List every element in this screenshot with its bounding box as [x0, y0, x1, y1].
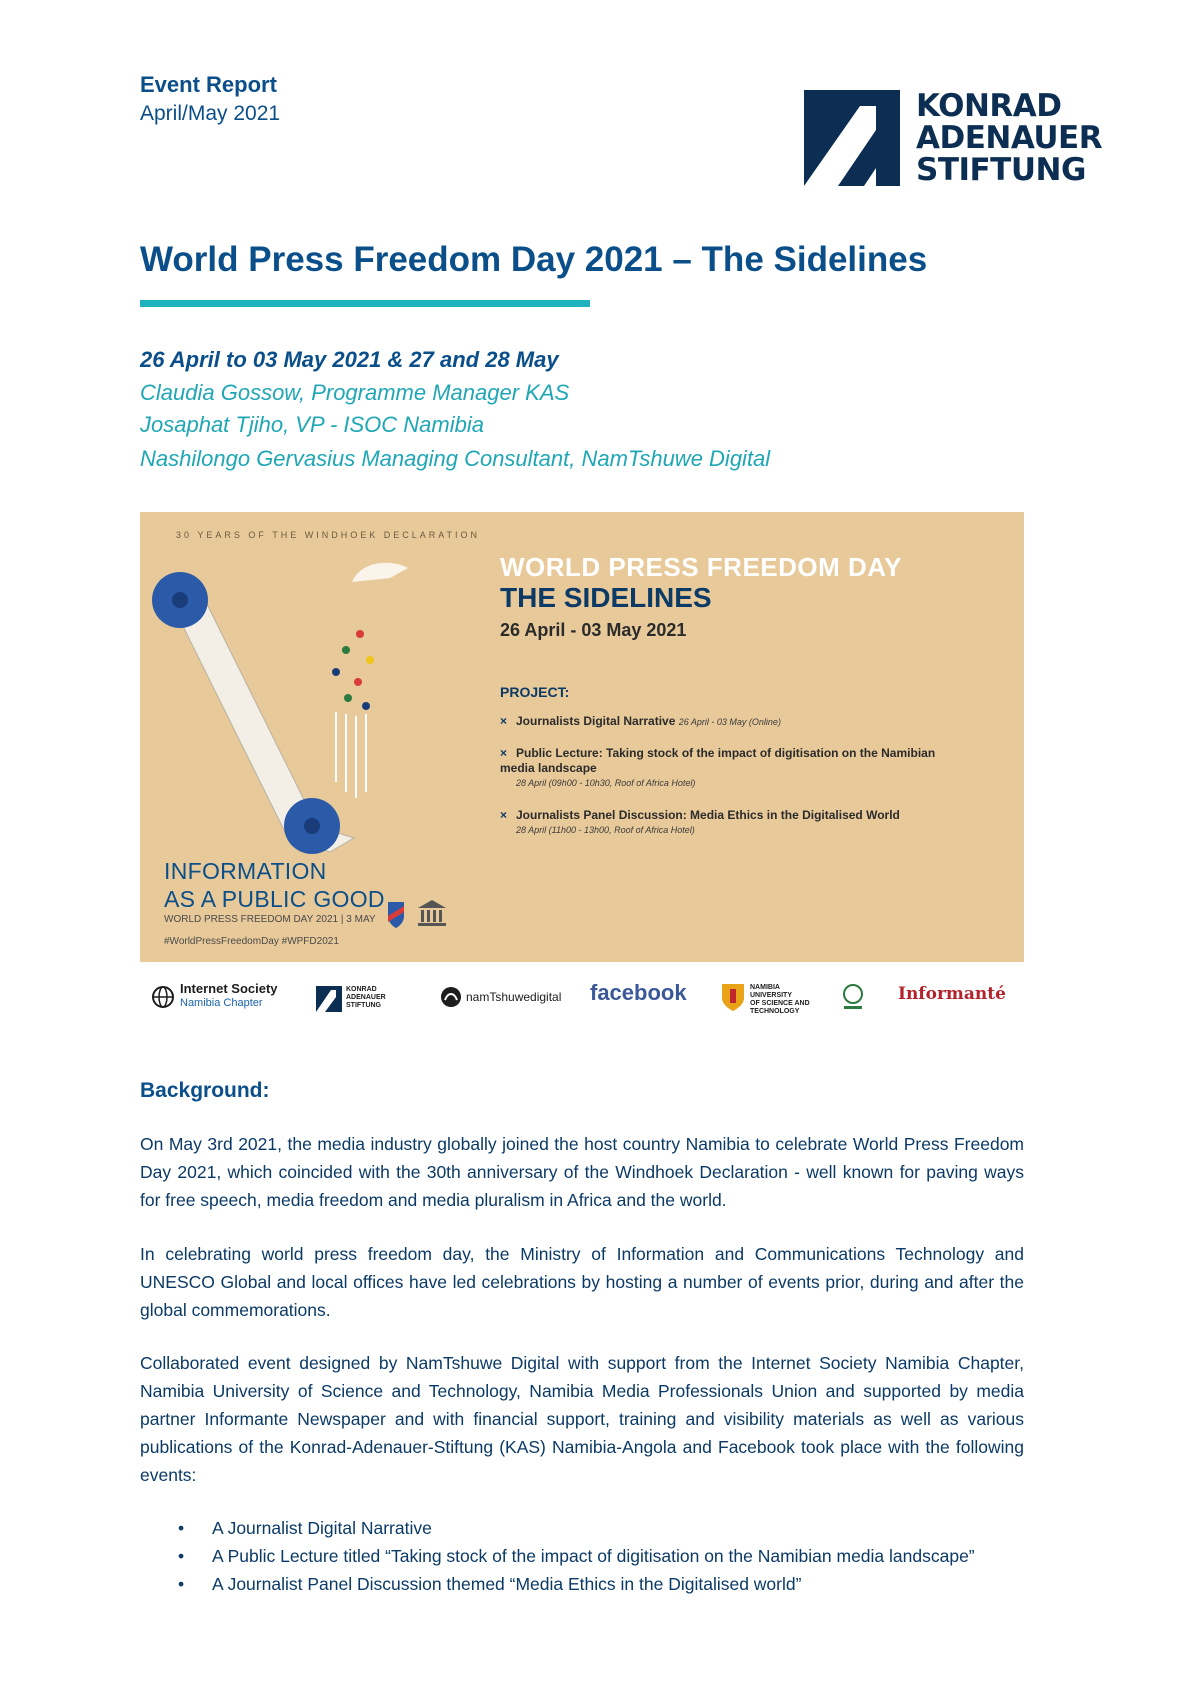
unesco-icon — [416, 898, 448, 928]
event-dates: 26 April to 03 May 2021 & 27 and 28 May — [140, 347, 559, 372]
list-item: • A Journalist Digital Narrative — [178, 1514, 1024, 1542]
facebook-logo: facebook — [590, 980, 687, 1005]
kas-wordmark — [916, 90, 1102, 186]
poster-project-item — [500, 808, 970, 838]
report-date: April/May 2021 — [140, 102, 281, 125]
background-paragraph: On May 3rd 2021, the media industry globally joined the host country Namibia to celebrate World Press Freedom Day 2021, which coincided with the 30th anniversary of the Windhoek Declaration - well known for paving ways for free speech, media freedom and media pluralism in Africa and the world. — [140, 1134, 1024, 1210]
poster-item-title: Public Lecture: Taking stock of the impact of digitisation on the Namibian media landscape — [500, 746, 936, 775]
page-title: World Press Freedom Day 2021 – The Sidelines — [140, 240, 928, 279]
globe-icon — [152, 986, 174, 1008]
nust-logo — [750, 984, 810, 1016]
background-paragraph: In celebrating world press freedom day, the Ministry of Information and Communications Technology and UNESCO Global and local offices have led celebrations by hosting a number of events prior, during and after the global commemorations. — [140, 1244, 1024, 1320]
kas-small-line: KONRAD — [346, 986, 377, 993]
poster-item-detail: 28 April (09h00 - 10h30, Roof of Africa Hotel) — [516, 778, 696, 788]
nust-logo-line: NAMIBIA — [750, 984, 780, 991]
poster-project-item — [500, 714, 970, 730]
poster-item-detail: 28 April (11h00 - 13h00, Roof of Africa Hotel) — [516, 825, 695, 835]
namtshuwe-icon — [440, 986, 462, 1008]
poster-project-item — [500, 746, 970, 791]
poster-date-range: 26 April - 03 May 2021 — [500, 620, 687, 640]
poster-tagline-line: AS A PUBLIC GOOD — [164, 886, 385, 912]
nampu-emblem-icon — [836, 980, 870, 1014]
background-paragraph: Collaborated event designed by NamTshuwe Digital with support from the Internet Society Namibia Chapter, Namibia University of Science and Technology, Namibia Media Professionals Union and supported by media partner Informante Newspaper and with financial support, training and visibility materials as well as various publications of the Konrad-Adenauer-Stiftung (KAS) Namibia-Angola and Facebook took place with the following events: — [140, 1353, 1024, 1485]
author-line: Josaphat Tjiho, VP - ISOC Namibia — [140, 412, 484, 437]
title-underline — [140, 300, 590, 307]
author-line: Claudia Gossow, Programme Manager KAS — [140, 380, 570, 405]
background-heading: Background: — [140, 1079, 270, 1102]
event-poster — [140, 512, 1024, 1042]
isoc-logo-line: Namibia Chapter — [180, 997, 263, 1009]
kas-small-mark-icon — [316, 986, 342, 1012]
poster-item-title: Journalists Digital Narrative — [516, 714, 676, 728]
poster-project-label: PROJECT: — [500, 684, 570, 700]
kas-logo — [804, 90, 1124, 190]
nust-logo-line: UNIVERSITY — [750, 992, 793, 999]
poster-item-title: Journalists Panel Discussion: Media Ethics in the Digitalised World — [516, 808, 900, 822]
bullet-icon: × — [500, 714, 508, 728]
poster-heading-1: WORLD PRESS FREEDOM DAY — [500, 552, 903, 582]
poster-tagline-line: INFORMATION — [164, 858, 327, 884]
kas-small-line: ADENAUER — [346, 994, 386, 1001]
isoc-logo — [180, 982, 278, 1010]
kas-small-logo — [346, 986, 386, 1010]
author-line: Nashilongo Gervasius Managing Consultant, NamTshuwe Digital — [140, 446, 771, 471]
namtshuwe-logo: namTshuwedigital — [466, 990, 562, 1004]
bullet-icon: × — [500, 808, 508, 822]
poster-item-detail: 26 April - 03 May (Online) — [678, 717, 781, 727]
nust-logo-line: OF SCIENCE AND — [750, 1000, 810, 1007]
nust-logo-line: TECHNOLOGY — [750, 1008, 800, 1015]
kas-line-1: KONRAD — [916, 88, 1062, 124]
report-label: Event Report — [140, 72, 277, 97]
newspaper-roll-illustration — [140, 542, 470, 882]
poster-heading-2: THE SIDELINES — [500, 582, 712, 613]
kas-line-3: STIFTUNG — [916, 152, 1086, 188]
poster-hashtags: #WorldPressFreedomDay #WPFD2021 — [164, 936, 339, 947]
kas-line-2: ADENAUER — [916, 120, 1103, 156]
list-item: • A Journalist Panel Discussion themed “Media Ethics in the Digitalised world” — [178, 1570, 1024, 1598]
events-list — [178, 1514, 1024, 1598]
nust-shield-icon — [720, 982, 746, 1012]
informante-logo: Informanté — [898, 984, 1006, 1004]
bullet-icon: × — [500, 746, 508, 760]
poster-top-line: 30 YEARS OF THE WINDHOEK DECLARATION — [176, 530, 481, 540]
poster-tagline — [164, 857, 385, 913]
poster-small-line: WORLD PRESS FREEDOM DAY 2021 | 3 MAY — [164, 914, 376, 925]
list-item: • A Public Lecture titled “Taking stock of the impact of digitisation on the Namibian media landscape” — [178, 1542, 1024, 1570]
isoc-logo-line: Internet Society — [180, 981, 278, 996]
namibia-coat-of-arms-icon — [384, 900, 408, 930]
kas-mark-icon — [804, 90, 900, 186]
kas-small-line: STIFTUNG — [346, 1002, 381, 1009]
